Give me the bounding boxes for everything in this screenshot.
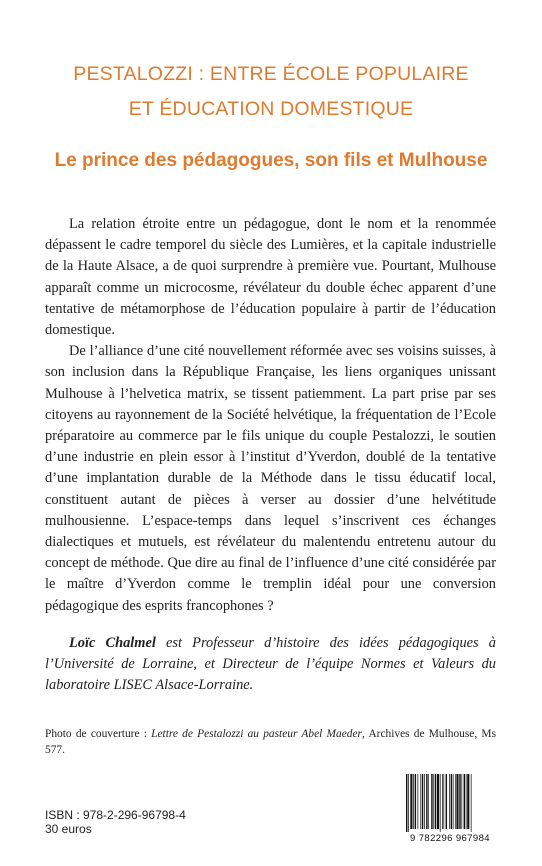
author-name: Loïc Chalmel (69, 635, 156, 651)
barcode-bar (424, 774, 425, 829)
barcode-bar (466, 774, 467, 829)
barcode-bar (440, 774, 441, 832)
cover-credit (45, 726, 496, 758)
barcode-bar (433, 774, 434, 829)
isbn-block (45, 808, 186, 836)
barcode-bar (459, 774, 460, 829)
title-line-1: PESTALOZZI : ENTRE ÉCOLE POPULAIRE (73, 63, 469, 85)
barcode-bar (442, 774, 443, 829)
isbn-number: ISBN : 978-2-296-96798-4 (45, 808, 186, 822)
barcode-bar (464, 774, 465, 829)
price: 30 euros (45, 822, 92, 836)
author-bio (45, 633, 496, 696)
barcode-bar (413, 774, 414, 829)
barcode-bar (446, 774, 447, 829)
barcode-graphic (404, 774, 496, 832)
barcode-bar (422, 774, 423, 829)
barcode-bar (461, 774, 462, 829)
barcode-bar (456, 774, 458, 829)
barcode-bar (418, 774, 419, 829)
barcode-bar (453, 774, 454, 829)
barcode-bar (408, 774, 409, 832)
credit-prefix: Photo de couverture : (45, 728, 152, 740)
barcode-bar (431, 774, 432, 829)
blurb-paragraph-2: De l’alliance d’une cité nouvellement réformée avec ses voisins suisses, à son inclusion dans la République Française, les liens organiques unissant Mulhouse à l’helvetica matrix, se tissent patiemment. La part prise par ses citoyens au rayonnement de la Société helvétique, la fréquentation de l’Ecole préparatoire au commerce par le fils unique du couple Pestalozzi, le soutien d’une industrie en plein essor à l’institut d’Yverdon, doublé de la tentative d’une implantation durable de la Méthode dans le tissu éducatif local, constituent autant de pièces à verser au dossier d’une helvétitude mulhousienne. L’espace-temps dans lequel s’inscrivent ces échanges dialectiques et mutuels, est révélateur du malentendu entretenu autour du concept de méthode. Que dire au final de l’influence d’une cité considérée par le maître d’Yverdon comme le tremplin idéal pour une conversion pédagogique des esprits francophones ? (45, 343, 496, 614)
barcode-bar (410, 774, 412, 829)
barcode-bar (443, 774, 444, 829)
barcode-bar (437, 774, 439, 829)
barcode-bar (420, 774, 421, 829)
blurb-paragraph-1: La relation étroite entre un pédagogue, dont le nom et la renommée dépassent le cadre temporel du siècle des Lumières, et la capitale industrielle de la Haute Alsace, a de quoi surprendre à première vue. Pourtant, Mulhouse apparaît comme un microcosme, révélateur du double échec apparent d’une tentative de métamorphose de l’éducation populaire à partir de l’éducation domestique. (45, 216, 496, 339)
credit-suffix: , Archives de Mulhouse, Ms 577. (45, 728, 496, 756)
barcode-bar (435, 774, 436, 829)
credit-work-title: Lettre de Pestalozzi au pasteur Abel Maeder (151, 728, 362, 740)
author-description: est Professeur d’histoire des idées pédagogiques à l’Université de Lorraine, et Directeur de l’équipe Normes et Valeurs du laboratoire LISEC Alsace-Lorraine. (45, 635, 496, 693)
barcode-bar (406, 774, 407, 832)
barcode-bar (455, 774, 456, 829)
title-line-2: ET ÉDUCATION DOMESTIQUE (128, 98, 414, 120)
barcode-bar (467, 774, 469, 829)
barcode-bar (428, 774, 429, 829)
barcode-bar (415, 774, 416, 829)
barcode-number: 9 782296 967984 (410, 833, 490, 844)
barcode-bar (449, 774, 450, 829)
subtitle: Le prince des pédagogues, son fils et Mulhouse (54, 150, 488, 171)
blurb (45, 214, 496, 617)
barcode-bar (471, 774, 472, 832)
barcode-bar (426, 774, 427, 829)
barcode-bar (451, 774, 452, 829)
